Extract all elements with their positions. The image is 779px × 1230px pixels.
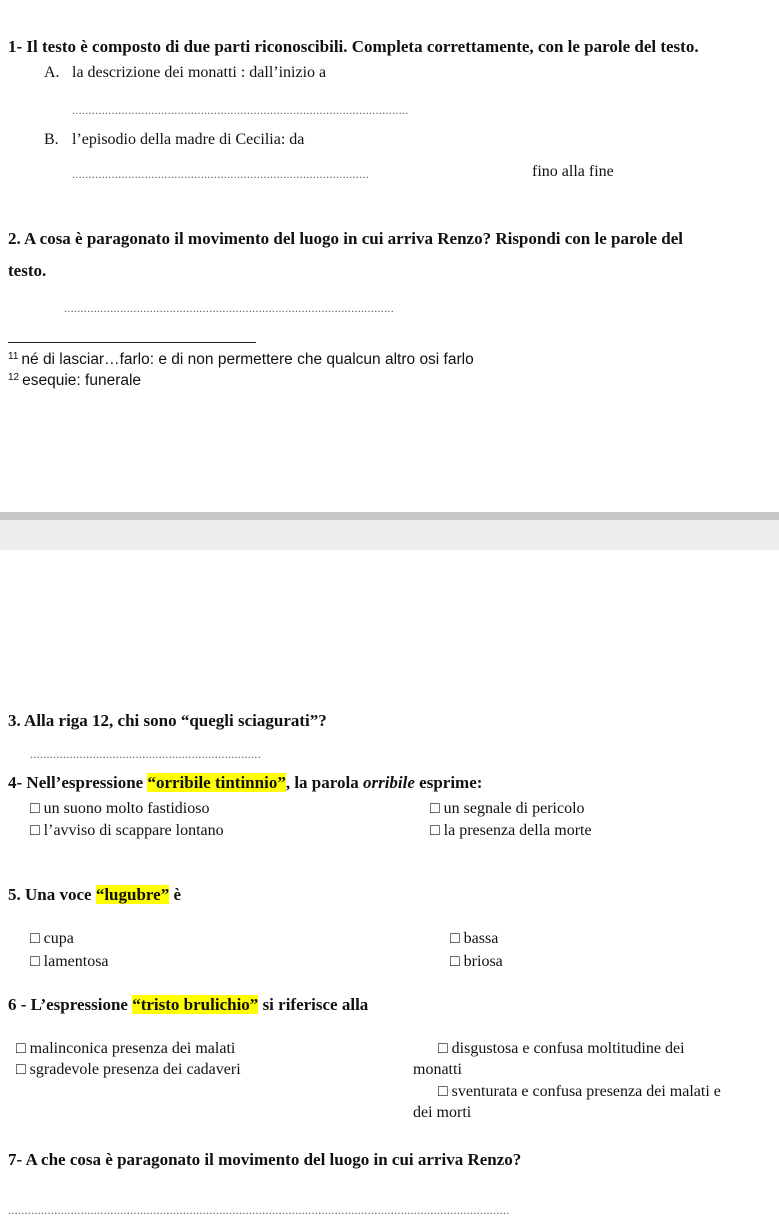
q6-title-pre: 6 - L’espressione — [8, 995, 133, 1014]
q5-option-2[interactable]: □ bassa — [450, 930, 499, 947]
q6-option-4[interactable]: □ sventurata e confusa presenza dei malati e — [438, 1083, 721, 1100]
q4-highlight: “orribile tintinnio” — [147, 773, 286, 792]
q1-a-text: la descrizione dei monatti : dall’inizio a — [72, 64, 327, 81]
q4-title-pre: 4- Nell’espressione — [8, 773, 148, 792]
footnote-number: 11 — [8, 351, 19, 362]
q4-option-4[interactable]: □ la presenza della morte — [430, 822, 592, 839]
q3-answer-blank[interactable]: ...................................................................... — [30, 747, 261, 761]
footnote-12 — [8, 372, 141, 390]
q6-option-3-cont: monatti — [413, 1061, 462, 1078]
footnote-text: esequie: funerale — [22, 372, 142, 389]
q1-a-label: A. — [44, 64, 60, 81]
page-break-gap — [0, 520, 779, 550]
question-1-title: 1- Il testo è composto di due parti riconoscibili. Completa correttamente, con le parole del testo. — [8, 37, 699, 56]
page-break-bar — [0, 512, 779, 520]
q4-title-post: esprime: — [414, 773, 483, 792]
footnote-divider — [8, 342, 256, 343]
q5-option-3[interactable]: □ lamentosa — [30, 953, 109, 970]
q1-b-text: l’episodio della madre di Cecilia: da — [72, 131, 305, 148]
q6-highlight: “tristo brulichio” — [132, 995, 259, 1014]
q4-option-1[interactable]: □ un suono molto fastidioso — [30, 800, 210, 817]
q6-title-post: si riferisce alla — [258, 995, 369, 1014]
q6-option-4-cont: dei morti — [413, 1104, 472, 1121]
q1-a-answer-blank[interactable]: ...................................................................................................... — [72, 103, 409, 117]
question-4-title — [8, 773, 482, 793]
question-2-title-line2: testo. — [8, 261, 47, 280]
q4-option-3[interactable]: □ l’avviso di scappare lontano — [30, 822, 224, 839]
q4-title-mid: , la parola — [285, 773, 363, 792]
q5-title-pre: 5. Una voce — [8, 885, 96, 904]
q4-title-italic: orribile — [362, 773, 415, 792]
q7-answer-blank[interactable]: ........................................................................................................................................................ — [8, 1203, 510, 1217]
question-6-title — [8, 995, 368, 1015]
q1-b-label: B. — [44, 131, 59, 148]
question-2-title-line1: 2. A cosa è paragonato il movimento del luogo in cui arriva Renzo? Rispondi con le parole del — [8, 229, 683, 248]
q2-answer-blank[interactable]: .................................................................................................... — [64, 301, 394, 315]
question-7-title: 7- A che cosa è paragonato il movimento del luogo in cui arriva Renzo? — [8, 1150, 522, 1169]
q1-b-end-text: fino alla fine — [532, 163, 614, 180]
q6-option-2[interactable]: □ sgradevole presenza dei cadaveri — [16, 1061, 241, 1078]
q5-option-1[interactable]: □ cupa — [30, 930, 74, 947]
q4-option-2[interactable]: □ un segnale di pericolo — [430, 800, 585, 817]
q6-option-1[interactable]: □ malinconica presenza dei malati — [16, 1040, 236, 1057]
q1-b-answer-blank[interactable]: .......................................................................................... — [72, 167, 369, 181]
q5-highlight: “lugubre” — [95, 885, 170, 904]
q5-title-post: è — [169, 885, 181, 904]
footnote-text: né di lasciar…farlo: e di non permettere che qualcun altro osi farlo — [21, 351, 474, 368]
footnote-number: 12 — [8, 372, 20, 383]
question-5-title — [8, 885, 181, 905]
footnote-11 — [8, 351, 474, 369]
q5-option-4[interactable]: □ briosa — [450, 953, 503, 970]
q6-option-3[interactable]: □ disgustosa e confusa moltitudine dei — [438, 1040, 685, 1057]
question-3-title: 3. Alla riga 12, chi sono “quegli sciagurati”? — [8, 711, 327, 730]
